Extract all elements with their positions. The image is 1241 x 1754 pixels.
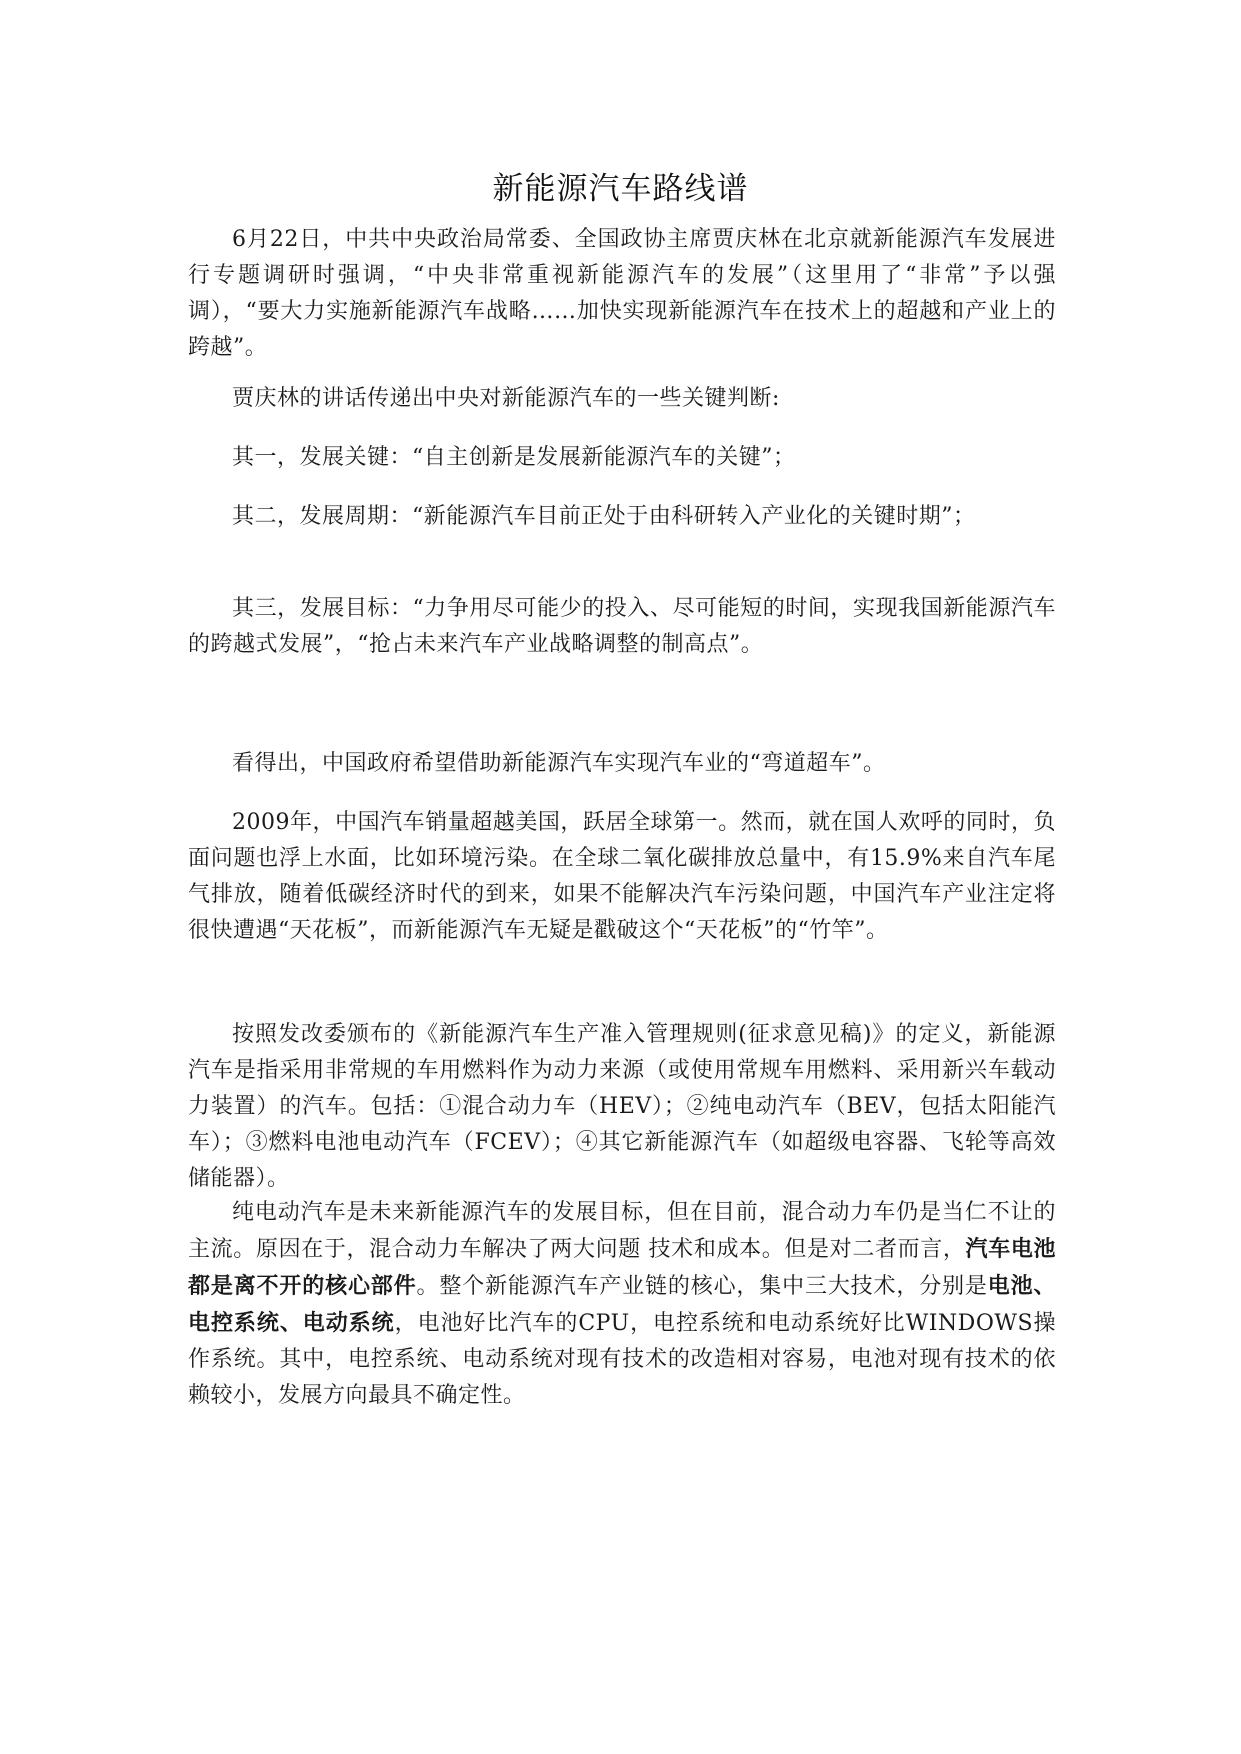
paragraph-4: 其二，发展周期：“新能源汽车目前正处于由科研转入产业化的关键时期”； xyxy=(232,504,976,529)
paragraph-9-text-3: ，电池好比汽车的CPU，电控系统和电动系统好比WINDOWS操作系统。其中，电控系统、电动系统对现有技术的改造相对容易，电池对现有技术的依赖较小，发展方向最具不确定性。 xyxy=(188,1311,1056,1408)
paragraph-2: 贾庆林的讲话传递出中央对新能源汽车的一些关键判断: xyxy=(232,386,780,411)
paragraph-8: 按照发改委颁布的《新能源汽车生产准入管理规则(征求意见稿)》的定义，新能源汽车是指采用非常规的车用燃料作为动力来源（或使用常规车用燃料、采用新兴车载动力装置）的汽车。包括：①混合动力车（HEV）；②纯电动汽车（BEV，包括太阳能汽车）；③燃料电池电动汽车（FCEV）；④其它新能源汽车（如超级电容器、飞轮等高效储能器）。 xyxy=(188,1022,1056,1191)
paragraph-9-bold-2: 电池、电控系统、电动系统 xyxy=(188,1273,1056,1336)
paragraph-9-text-1: 纯电动汽车是未来新能源汽车的发展目标，但在目前，混合动力车仍是当仁不让的主流。原因在于，混合动力车解决了两大问题 技术和成本。但是对二者而言， xyxy=(188,1200,1056,1262)
paragraph-3: 其一，发展关键：“自主创新是发展新能源汽车的关键”； xyxy=(232,445,796,470)
document-title: 新能源汽车路线谱 xyxy=(492,171,749,207)
paragraph-5: 其三，发展目标：“力争用尽可能少的投入、尽可能短的时间，实现我国新能源汽车的跨越式发展”，“抢占未来汽车产业战略调整的制高点”。 xyxy=(188,596,1056,657)
paragraph-9 xyxy=(188,1195,1056,1414)
paragraph-7: 2009年，中国汽车销量超越美国，跃居全球第一。然而，就在国人欢呼的同时，负面问题也浮上水面，比如环境污染。在全球二氧化碳排放总量中，有15.9%来自汽车尾气排放，随着低碳经济时代的到来，如果不能解决汽车污染问题，中国汽车产业注定将很快遭遇“天花板”，而新能源汽车无疑是戳破这个“天花板”的“竹竿”。 xyxy=(188,810,1056,943)
paragraph-9-bold-1: 汽车电池都是离不开的核心部件 xyxy=(188,1236,1056,1299)
paragraph-9-text-2: 。整个新能源汽车产业链的核心，集中三大技术，分别是 xyxy=(416,1274,988,1299)
paragraph-6: 看得出，中国政府希望借助新能源汽车实现汽车业的“弯道超车”。 xyxy=(232,751,886,776)
paragraph-1: 6月22日，中共中央政治局常委、全国政协主席贾庆林在北京就新能源汽车发展进行专题调研时强调，“中央非常重视新能源汽车的发展”（这里用了“非常”予以强调），“要大力实施新能源汽车战略……加快实现新能源汽车在技术上的超越和产业上的跨越”。 xyxy=(188,227,1056,360)
